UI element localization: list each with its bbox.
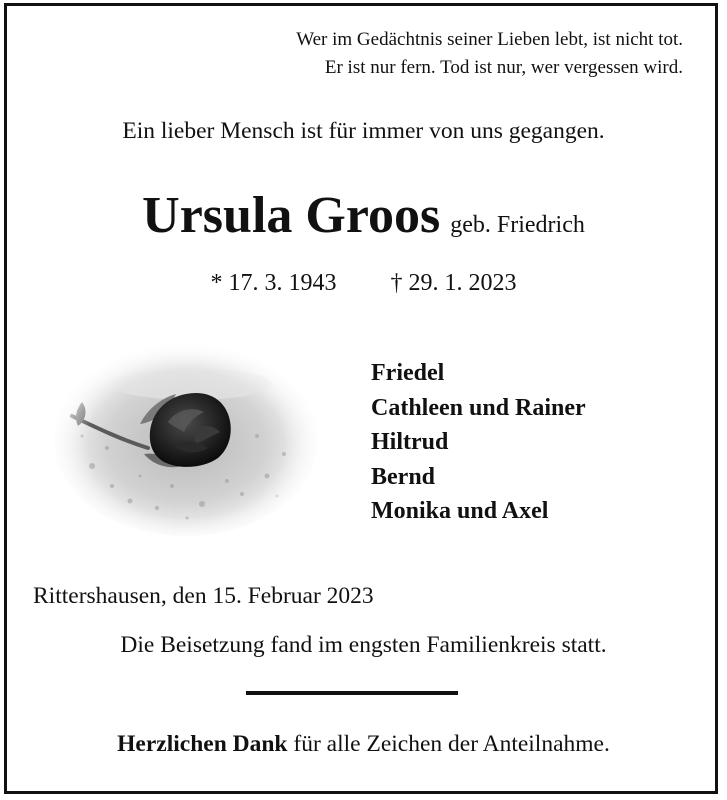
mourner-name: Hiltrud [371,429,449,455]
death-date: † 29. 1. 2023 [390,270,517,296]
thanks-line [0,731,727,758]
life-dates [0,270,727,297]
motto-line-2: Er ist nur fern. Tod ist nur, wer vergessen wird. [324,57,683,78]
motto-quote [83,26,683,82]
thanks-bold: Herzlichen Dank [117,731,288,757]
intro-text: Ein lieber Mensch ist für immer von uns gegangen. [122,118,605,144]
birth-date: * 17. 3. 1943 [210,270,337,296]
mourner-name: Monika und Axel [371,498,549,524]
place-and-date: Rittershausen, den 15. Februar 2023 [33,583,374,609]
motto-line-1: Wer im Gedächtnis seiner Lieben lebt, ist nicht tot. [296,29,683,50]
deceased-name: Ursula Groos [142,187,441,244]
mourners-list [371,356,586,529]
deceased-name-line [0,186,727,245]
mourner-name: Bernd [371,463,436,490]
mourner-name: Cathleen und Rainer [371,394,586,421]
rose-photo-icon [52,336,320,536]
thanks-rest: für alle Zeichen der Anteilnahme. [287,731,610,757]
maiden-name: geb. Friedrich [450,212,585,238]
mourner-name: Friedel [371,360,445,386]
divider-line [246,691,458,695]
funeral-note: Die Beisetzung fand im engsten Familienkreis statt. [120,632,607,658]
